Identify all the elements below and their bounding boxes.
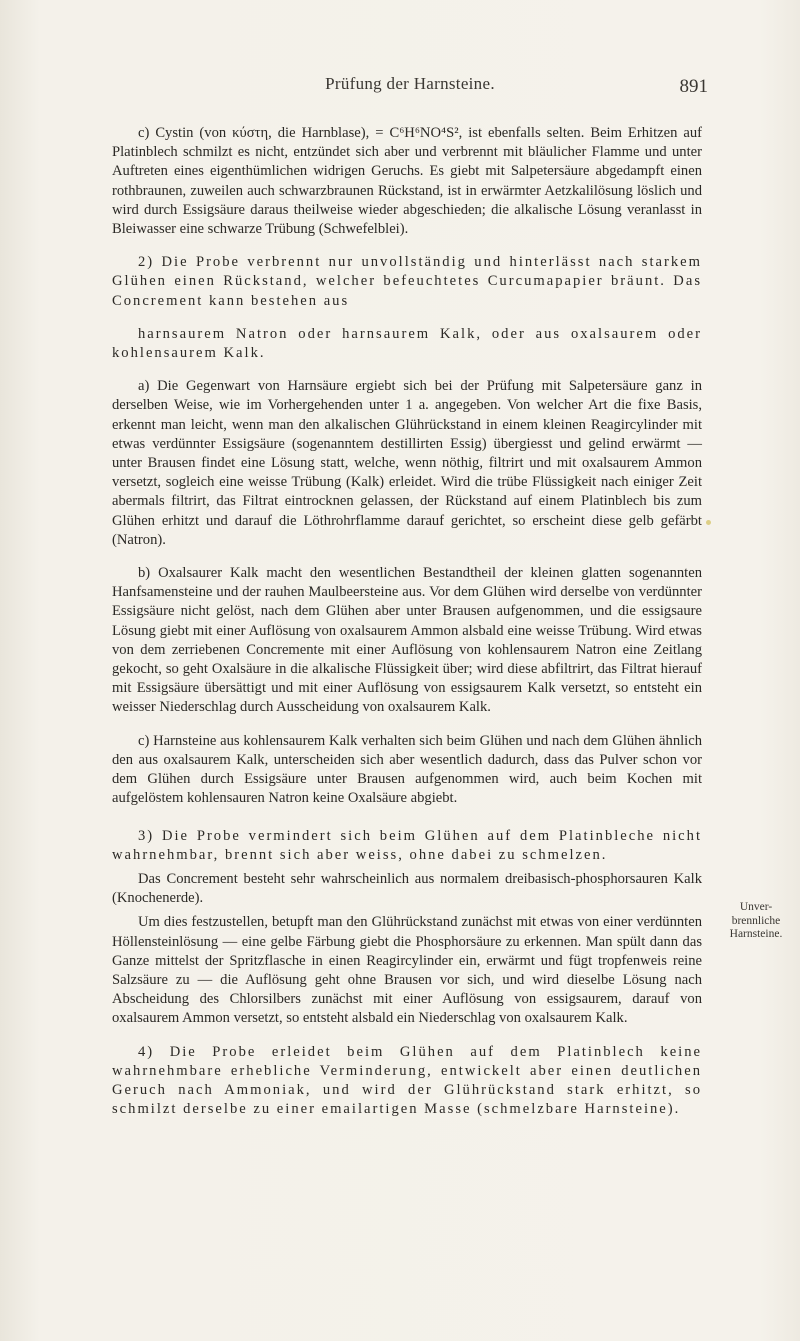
running-title: Prüfung der Harnsteine.: [325, 74, 495, 93]
page-header: [112, 74, 708, 100]
margin-note-line: Harnsteine.: [729, 928, 783, 940]
paragraph-knochenerde: Das Concrement besteht sehr wahrscheinlich aus normalem dreibasisch-phosphorsauren Kalk (Knochenerde).: [112, 870, 702, 907]
paper-spot: [706, 520, 711, 525]
paragraph-probe-3: 3) Die Probe vermindert sich beim Glühen auf dem Platinbleche nicht wahrnehmbar, brennt sich aber weiss, ohne dabei zu schmelzen.: [112, 827, 702, 863]
margin-note-line: brennliche: [731, 914, 781, 927]
paragraph-probe-4: 4) Die Probe erleidet beim Glühen auf dem Platinblech keine wahrnehmbare erhebliche Verminderung, entwickelt aber einen deutlichen Geruch nach Ammoniak, und wird der Glührückstand stark erhitzt, so schmilzt derselbe zu einer emailartigen Masse (schmelzbare Harnsteine).: [112, 1043, 702, 1118]
margin-note: [718, 901, 794, 942]
page-number: 891: [679, 76, 708, 97]
paragraph-oxalsaurer-kalk: b) Oxalsaurer Kalk macht den wesentlichen Bestandtheil der kleinen glatten sogenannten Hanfsamensteine und der rauhen Maulbeersteine aus. Vor dem Glühen wird derselbe von verdünnter Essigsäure nicht gelöst, nach dem Glühen aber unter Brausen aufgenommen, und die essigsaure Lösung giebt mit einer Auflösung von oxalsaurem Ammon alsbald eine weisse Trübung. Wird etwas von dem zerriebenen Concremente mit einer Auflösung von kohlensaurem Natron eine Zeitlang gekocht, so geht Oxalsäure in die alkalische Flüssigkeit über; wird diese abfiltrirt, das Filtrat hierauf mit Essigsäure übersättigt und mit einer Auflösung von essigsaurem Kalk versetzt, so entsteht ein weisser Niederschlag durch Ausscheidung von oxalsaurem Kalk.: [112, 565, 702, 716]
paragraph-harnsaeure: a) Die Gegenwart von Harnsäure ergiebt sich bei der Prüfung mit Salpetersäure ganz in derselben Weise, wie im Vorhergehenden unter 1 a. angegeben. Von welcher Art die fixe Basis, erkennt man leicht, wenn man den alkalischen Glührückstand in einem kleinen Reagircylinder mit etwas verdünnter Essigsäure (sogenanntem destillirten Essig) übergiesst und gelind erwärmt — unter Brausen findet eine Lösung statt, welche, wenn nöthig, filtrirt und mit oxalsaurem Ammon versetzt, sogleich eine weisse Trübung (Kalk) erleidet. Wird die trübe Flüssigkeit nach einiger Zeit abermals filtrirt, das Filtrat eintrocknen gelassen, der Rückstand auf einem Platinblech bis zum Glühen erhitzt und darauf die Löthrohrflamme darauf gerichtet, so erscheint diese gelb gefärbt (Natron).: [112, 378, 702, 548]
paragraph-concrement-types: harnsaurem Natron oder harnsaurem Kalk, oder aus oxalsaurem oder kohlensaurem Kalk.: [112, 325, 702, 362]
body-text: [112, 124, 702, 1119]
paragraph-feststellung: Um dies festzustellen, betupft man den Glührückstand zunächst mit etwas von einer verdünnten Höllensteinlösung — eine gelbe Färbung giebt die Phosphorsäure zu erkennen. Man spült dann das Ganze mittelst der Spritzflasche in einen Reagircylinder ein, erwärmt und fügt tropfenweis reine Salzsäure zu — die Auflösung geht ohne Brausen vor sich, und wird dieselbe Lösung nach Abscheidung des Chlorsilbers zunächst mit einer Auflösung von essigsaurem, darauf von oxalsaurem Ammon versetzt, so entsteht alsbald ein Niederschlag von oxalsaurem Kalk.: [112, 914, 702, 1027]
paragraph-kohlensaurer-kalk: c) Harnsteine aus kohlensaurem Kalk verhalten sich beim Glühen und nach dem Glühen ähnlich den aus oxalsaurem Kalk, unterscheiden sich aber wesentlich dadurch, dass das Pulver schon vor dem Glühen durch Essigsäure unter Brausen aufgenommen wird, auch beim Kochen mit aufgelöstem kohlensauren Natron keine Oxalsäure abgiebt.: [112, 732, 702, 807]
paragraph-cystin: c) Cystin (von κύστη, die Harnblase), = C⁶H⁶NO⁴S², ist ebenfalls selten. Beim Erhitzen auf Platinblech schmilzt es nicht, entzündet sich aber und verbrennt mit bläulicher Flamme und unter Auftreten eines eigenthümlichen widrigen Geruchs. Es giebt mit Salpetersäure abgedampft einen rothbraunen, zuweilen auch schwarzbraunen Rückstand, ist in erwärmter Aetzkalilösung löslich und wird durch Essigsäure daraus theilweise wieder abgeschieden; die alkalische Lösung veranlasst in Bleiwasser eine schwarze Trübung (Schwefelblei).: [112, 125, 702, 238]
margin-note-line: Unver-: [739, 901, 773, 913]
paragraph-probe-2: 2) Die Probe verbrennt nur unvollständig und hinterlässt nach starkem Glühen einen Rückstand, welcher befeuchtetes Curcumapapier bräunt. Das Concrement kann bestehen aus: [112, 254, 702, 309]
